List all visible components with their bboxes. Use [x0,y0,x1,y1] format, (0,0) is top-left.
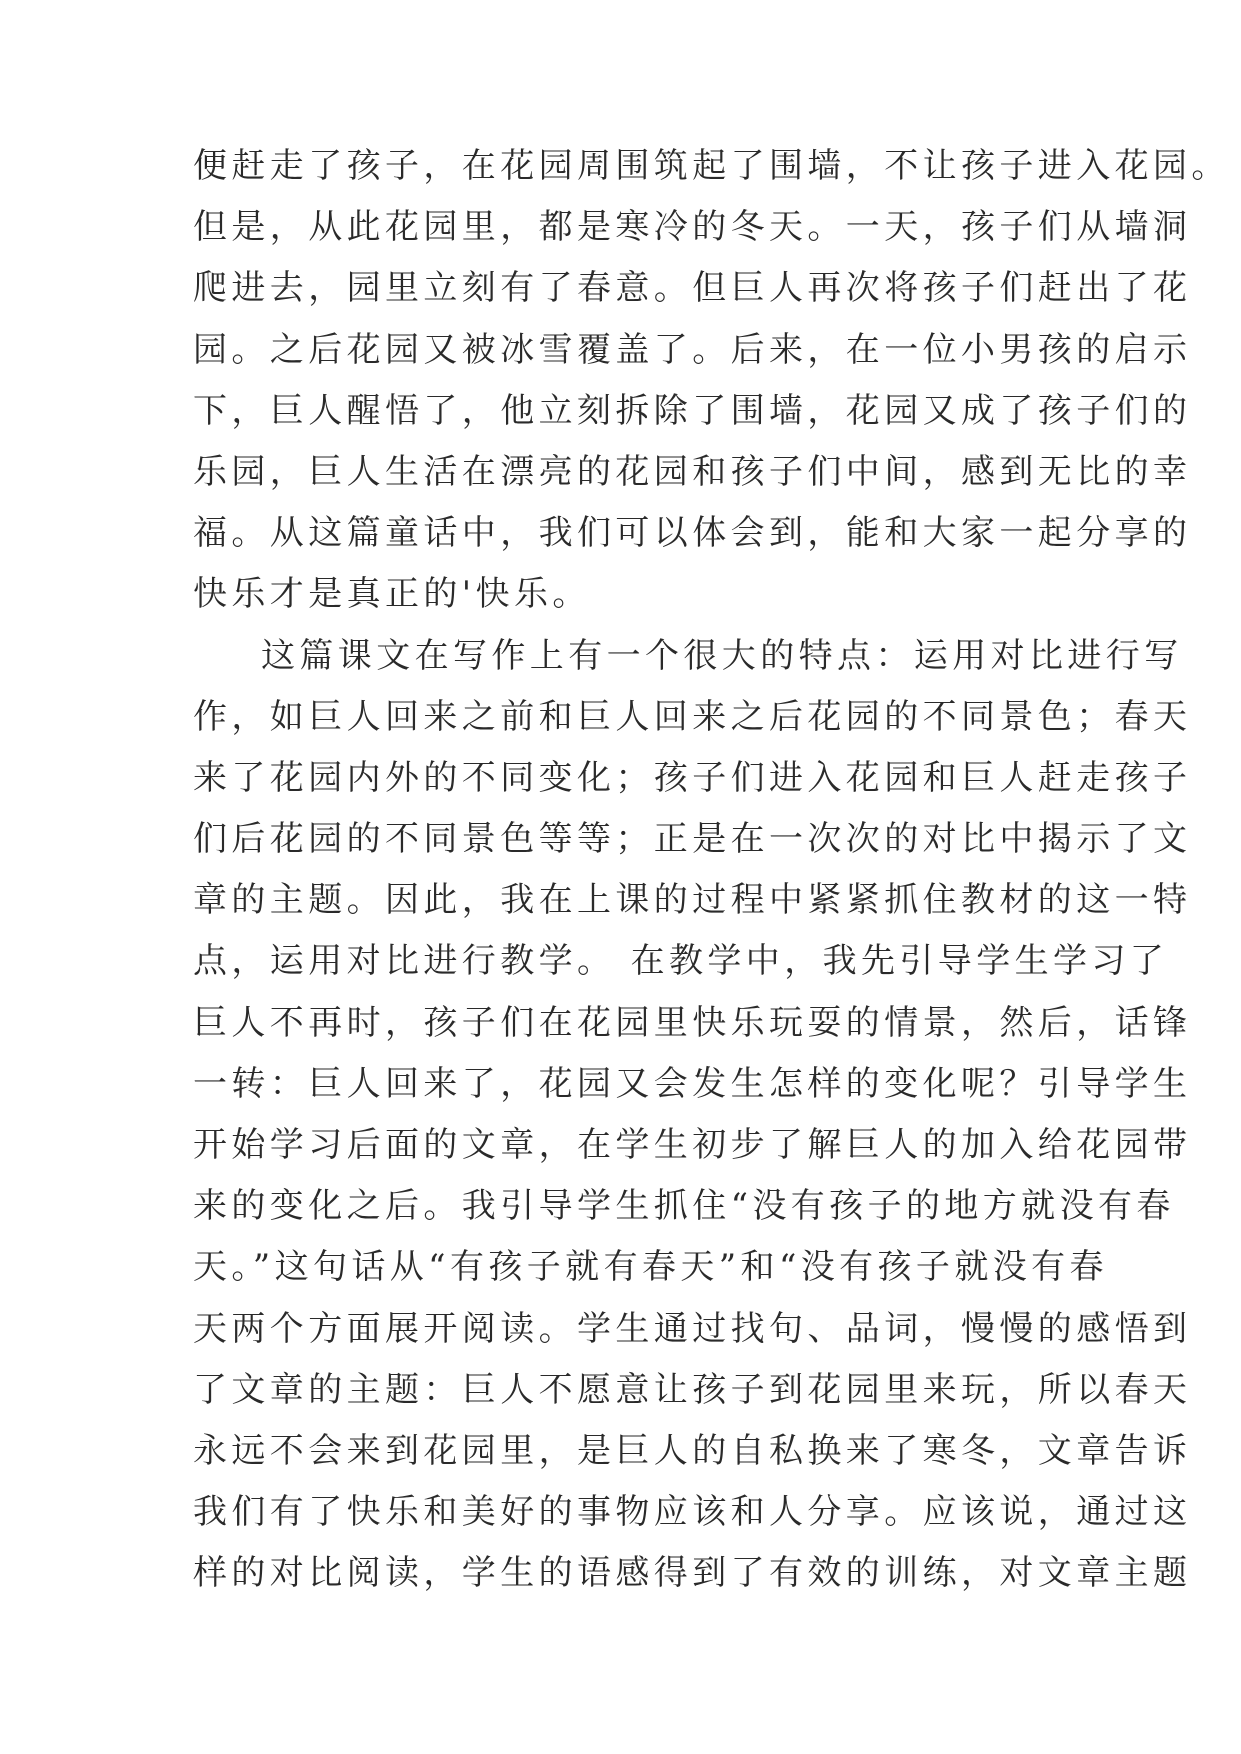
text-line: 一转：巨人回来了，花园又会发生怎样的变化呢？引导学生 [193,1063,1192,1104]
text-line: 开始学习后面的文章，在学生初步了解巨人的加入给花园带 [193,1125,1192,1165]
body-text [193,136,1230,1605]
paragraph-first-line: 这篇课文在写作上有一个很大的特点：运用对比进行写 [261,635,1183,676]
text-line: 天两个方面展开阅读。学生通过找句、品词，慢慢的感悟到 [193,1308,1192,1349]
text-line: 福。从这篇童话中，我们可以体会到，能和大家一起分享的 [193,513,1192,554]
text-line: 下，巨人醒悟了，他立刻拆除了围墙，花园又成了孩子们的 [193,390,1192,431]
text-line: 但是，从此花园里，都是寒冷的冬天。一天，孩子们从墙洞 [193,207,1192,248]
text-line: 乐园，巨人生活在漂亮的花园和孩子们中间，感到无比的幸 [193,451,1192,492]
text-line: 们后花园的不同景色等等；正是在一次次的对比中揭示了文 [193,819,1192,860]
text-line: 作，如巨人回来之前和巨人回来之后花园的不同景色；春天 [193,696,1192,737]
text-line: 点，运用对比进行教学。 在教学中，我先引导学生学习了 [193,941,1169,982]
text-line: 来了花园内外的不同变化；孩子们进入花园和巨人赶走孩子 [193,757,1192,798]
text-line: 园。之后花园又被冰雪覆盖了。后来，在一位小男孩的启示 [193,329,1192,370]
text-line: 爬进去，园里立刻有了春意。但巨人再次将孩子们赶出了花 [193,268,1192,309]
text-line: 便赶走了孩子，在花园周围筑起了围墙，不让孩子进入花园。 [193,146,1230,186]
text-line: 巨人不再时，孩子们在花园里快乐玩耍的情景，然后，话锋 [193,1002,1192,1043]
text-line: 我们有了快乐和美好的事物应该和人分享。应该说，通过这 [193,1492,1192,1533]
text-line: 了文章的主题：巨人不愿意让孩子到花园里来玩，所以春天 [193,1369,1192,1410]
text-line: 永远不会来到花园里，是巨人的自私换来了寒冬，文章告诉 [193,1430,1192,1471]
text-line: 样的对比阅读，学生的语感得到了有效的训练，对文章主题 [193,1553,1192,1594]
text-line: 天。”这句话从“有孩子就有春天”和“没有孩子就没有春 [193,1247,1108,1288]
text-line: 章的主题。因此，我在上课的过程中紧紧抓住教材的这一特 [193,880,1192,921]
text-line: 快乐才是真正的'快乐。 [193,574,591,615]
text-line: 来的变化之后。我引导学生抓住“没有孩子的地方就没有春 [193,1186,1175,1227]
